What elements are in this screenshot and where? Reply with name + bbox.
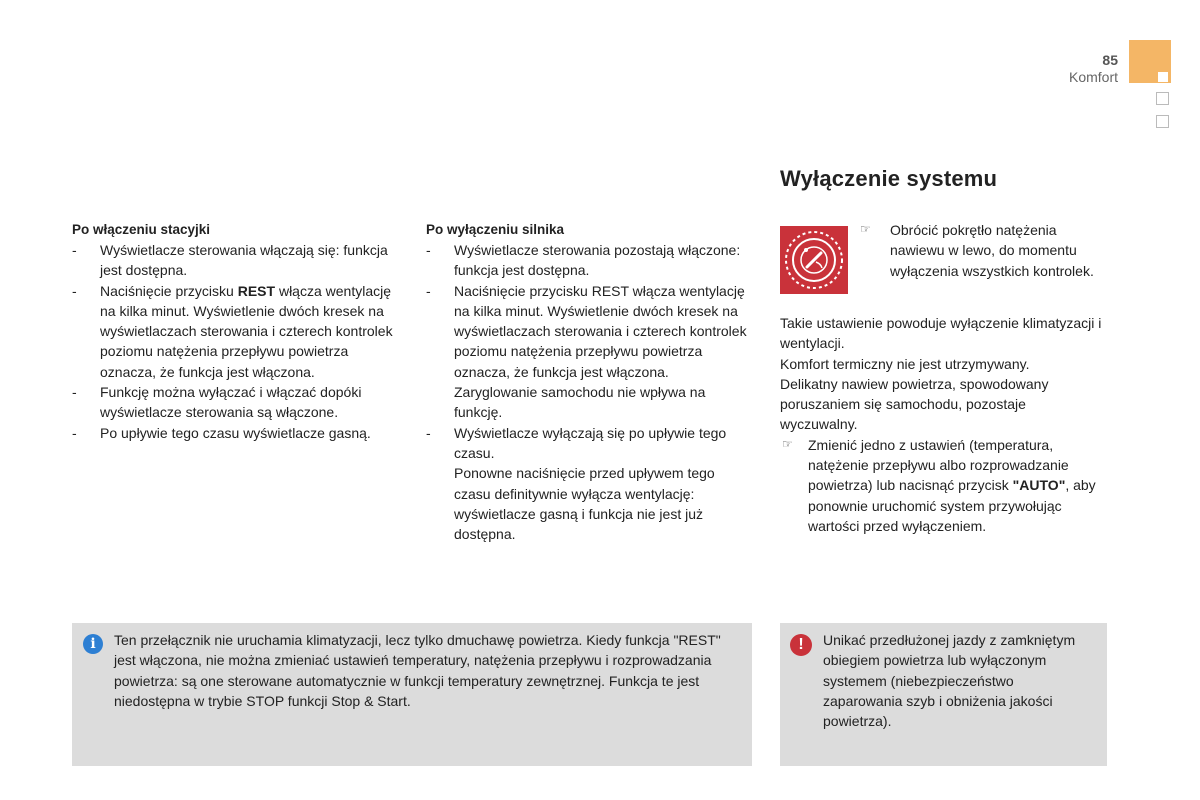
list-item: - Naciśnięcie przycisku REST włącza wentylację na kilka minut. Wyświetlenie dwóch kresek na wyświetlaczach sterowania i czterech kontrolek poziomu natężenia przepływu powietrza oznacza, że funkcja jest włączona. Zaryglowanie samochodu nie wpływa na funkcję. (426, 281, 748, 423)
pointing-hand-icon: ☞ (860, 222, 871, 236)
column-heading: Po wyłączeniu silnika (426, 222, 565, 237)
chapter-tab-marker (1158, 72, 1168, 82)
chapter-tab-box-2 (1156, 115, 1169, 128)
list-item: - Wyświetlacze sterowania włączają się: funkcja jest dostępna. (72, 240, 394, 281)
instruction-step (860, 220, 1106, 281)
system-off-text (780, 313, 1104, 536)
list-item (426, 423, 748, 545)
paragraph: Delikatny nawiew powietrza, spowodowany poruszaniem się samochodu, pozostaje wyczuwalny. (780, 375, 1049, 433)
warning-icon: ! (790, 634, 812, 656)
text-run: włącza wentylację na kilka minut. Wyświetlenie dwóch kresek na wyświetlaczach sterowania i czterech kontrolek poziomu natężenia przepływu powietrza oznacza, że funkcja jest włączona. (100, 282, 393, 380)
dash-list (426, 240, 748, 544)
text-run: Wyświetlacze wyłączają się po upływie tego czasu. (454, 424, 727, 461)
instruction-step (780, 435, 1104, 536)
warning-box-text: Unikać przedłużonej jazdy z zamkniętym obiegiem powietrza lub wyłączonym systemem (niebezpieczeństwo zaparowania szyb i obniżenia jakości powietrza). (823, 632, 1076, 730)
list-item (72, 281, 394, 382)
text-run: Ponowne naciśnięcie przed upływem tego czasu definitywnie wyłącza wentylację: wyświetlacze gasną i funkcja nie jest już dostępna. (454, 465, 715, 543)
list-item: - Po upływie tego czasu wyświetlacze gasną. (72, 423, 394, 443)
dash-list (72, 240, 394, 443)
list-item: - Funkcję można wyłączać i włączać dopóki wyświetlacze sterowania są włączone. (72, 382, 394, 423)
pointing-hand-icon: ☞ (782, 436, 793, 451)
page-number: 85 (1102, 52, 1118, 68)
column-heading: Po włączeniu stacyjki (72, 222, 211, 237)
step-one-block (860, 220, 1106, 281)
list-item: - Wyświetlacze sterowania pozostają włączone: funkcja jest dostępna. (426, 240, 748, 281)
paragraph: Komfort termiczny nie jest utrzymywany. (780, 355, 1030, 372)
fan-knob-off-icon (780, 226, 848, 294)
page-header (1069, 52, 1118, 86)
step-text: Obrócić pokrętło natężenia nawiewu w lewo, do momentu wyłączenia wszystkich kontrolek. (890, 222, 1094, 279)
section-title: Wyłączenie systemu (780, 166, 998, 191)
text-run: , aby ponownie uruchomić system przywołując wartości przed wyłączeniem. (808, 477, 1096, 534)
text-run: Naciśnięcie przycisku (100, 282, 238, 299)
column-engine-off (426, 220, 748, 544)
paragraph: Takie ustawienie powoduje wyłączenie klimatyzacji i wentylacji. (780, 315, 1102, 352)
info-icon: i (83, 634, 103, 654)
rest-keyword: REST (237, 282, 276, 299)
info-box-text: Ten przełącznik nie uruchamia klimatyzacji, lecz tylko dmuchawę powietrza. Kiedy funkcja "REST" jest włączona, nie można zmieniać ustawień temperatury, natężenia przepływu i rozprowadzania powietrza: są one sterowane automatycznie w funkcji temperatury zewnętrznej. Funkcja te jest niedostępna w trybie STOP funkcji Stop & Start. (114, 632, 721, 709)
text-run: Zmienić jedno z ustawień (temperatura, natężenie przepływu albo rozprowadzanie powietrza) lub nacisnąć przycisk (808, 436, 1069, 494)
auto-keyword: "AUTO" (1012, 477, 1066, 494)
column-ignition-on (72, 220, 394, 443)
chapter-tab-box-1 (1156, 92, 1169, 105)
section-name: Komfort (1068, 69, 1118, 85)
